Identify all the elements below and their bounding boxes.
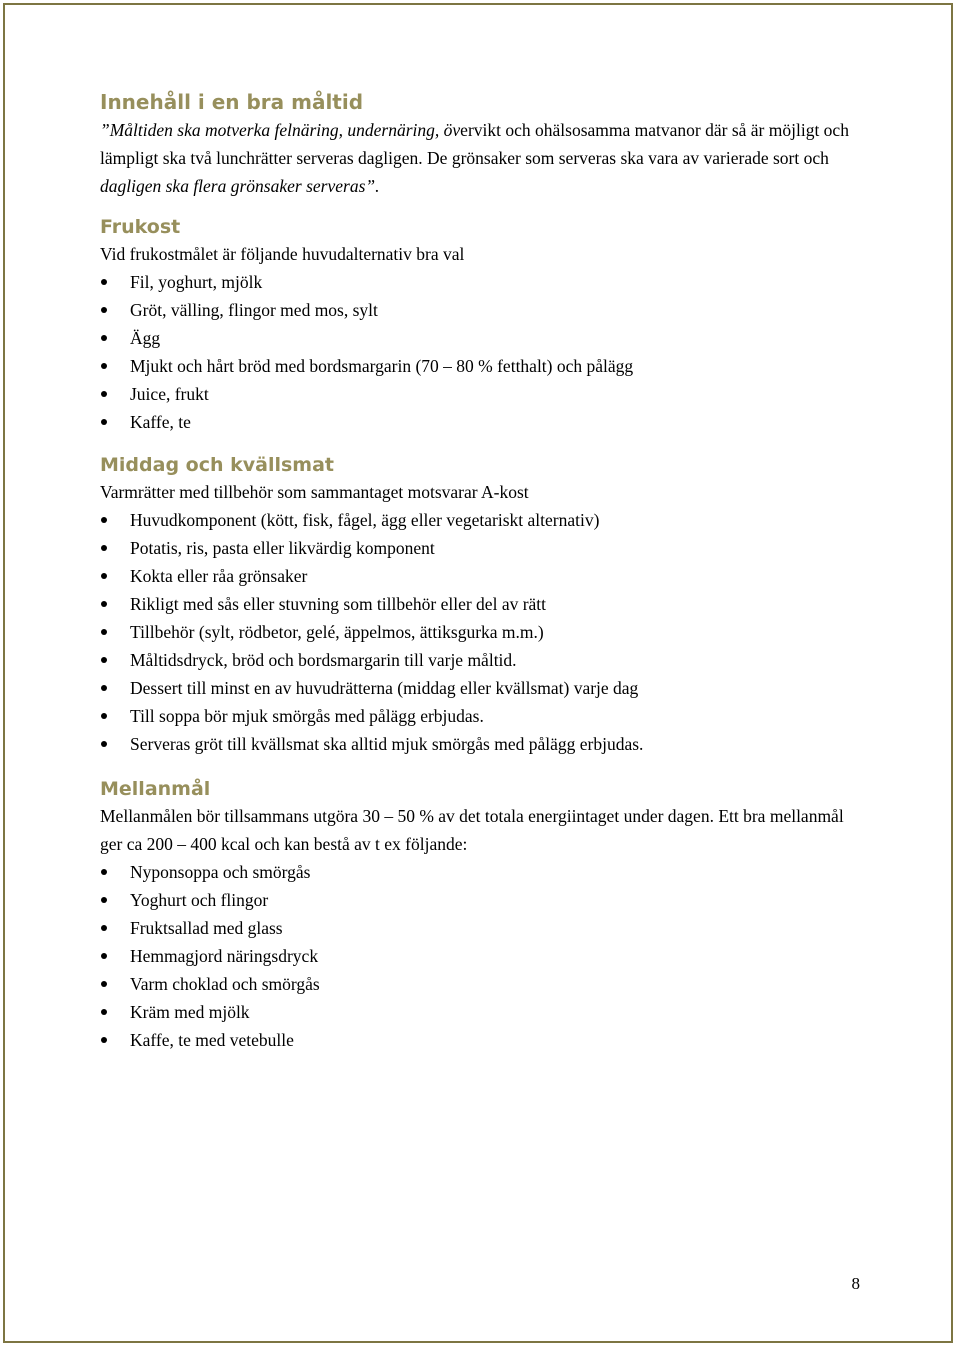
list-mellanmal xyxy=(100,858,870,1054)
intro-paragraph xyxy=(100,116,870,200)
list-item: Till soppa bör mjuk smörgås med pålägg erbjudas. xyxy=(100,702,870,730)
list-item: Rikligt med sås eller stuvning som tillbehör eller del av rätt xyxy=(100,590,870,618)
list-item: Fruktsallad med glass xyxy=(100,914,870,942)
page-title: Innehåll i en bra måltid xyxy=(100,90,364,114)
section-middag xyxy=(100,452,870,758)
list-item: Huvudkomponent (kött, fisk, fågel, ägg eller vegetariskt alternativ) xyxy=(100,506,870,534)
section-lead-mellanmal: Mellanmålen bör tillsammans utgöra 30 – 50 % av det totala energiintaget under dagen. Ett bra mellanmål ger ca 200 – 400 kcal och kan bestå av t ex följande: xyxy=(100,806,844,854)
list-item: Yoghurt och flingor xyxy=(100,886,870,914)
list-item: Ägg xyxy=(100,324,870,352)
list-item: Mjukt och hårt bröd med bordsmargarin (70 – 80 % fetthalt) och pålägg xyxy=(100,352,870,380)
list-frukost xyxy=(100,268,870,436)
section-heading-mellanmal: Mellanmål xyxy=(100,778,211,800)
list-item: Varm choklad och smörgås xyxy=(100,970,870,998)
list-middag xyxy=(100,506,870,758)
section-mellanmal xyxy=(100,776,870,1054)
list-item: Kaffe, te xyxy=(100,408,870,436)
list-item: Gröt, välling, flingor med mos, sylt xyxy=(100,296,870,324)
list-item: Hemmagjord näringsdryck xyxy=(100,942,870,970)
list-item: Måltidsdryck, bröd och bordsmargarin till varje måltid. xyxy=(100,646,870,674)
list-item: Kokta eller råa grönsaker xyxy=(100,562,870,590)
list-item: Nyponsoppa och smörgås xyxy=(100,858,870,886)
section-frukost xyxy=(100,214,870,436)
list-item: Tillbehör (sylt, rödbetor, gelé, äppelmos, ättiksgurka m.m.) xyxy=(100,618,870,646)
section-heading-frukost: Frukost xyxy=(100,216,181,238)
list-item: Fil, yoghurt, mjölk xyxy=(100,268,870,296)
list-item: Serveras gröt till kvällsmat ska alltid mjuk smörgås med pålägg erbjudas. xyxy=(100,730,870,758)
document-body xyxy=(100,88,870,1054)
list-item: Dessert till minst en av huvudrätterna (middag eller kvällsmat) varje dag xyxy=(100,674,870,702)
intro-italic-1: ”Måltiden ska motverka felnäring, undernäring, öv xyxy=(100,120,461,140)
page-number: 8 xyxy=(851,1274,860,1293)
list-item: Kaffe, te med vetebulle xyxy=(100,1026,870,1054)
list-item: Potatis, ris, pasta eller likvärdig komponent xyxy=(100,534,870,562)
intro-normal-1: ervikt och ohälsosamma matvanor där så är möjligt och lämpligt ska två lunchrätter serveras dagligen. De grönsaker som serveras ska vara av varierade sort och xyxy=(100,120,849,168)
section-lead-frukost: Vid frukostmålet är följande huvudalternativ bra val xyxy=(100,244,465,264)
list-item: Kräm med mjölk xyxy=(100,998,870,1026)
intro-italic-2: dagligen ska flera grönsaker serveras”. xyxy=(100,176,380,196)
section-heading-middag: Middag och kvällsmat xyxy=(100,454,334,476)
list-item: Juice, frukt xyxy=(100,380,870,408)
section-lead-middag: Varmrätter med tillbehör som sammantaget motsvarar A-kost xyxy=(100,482,529,502)
